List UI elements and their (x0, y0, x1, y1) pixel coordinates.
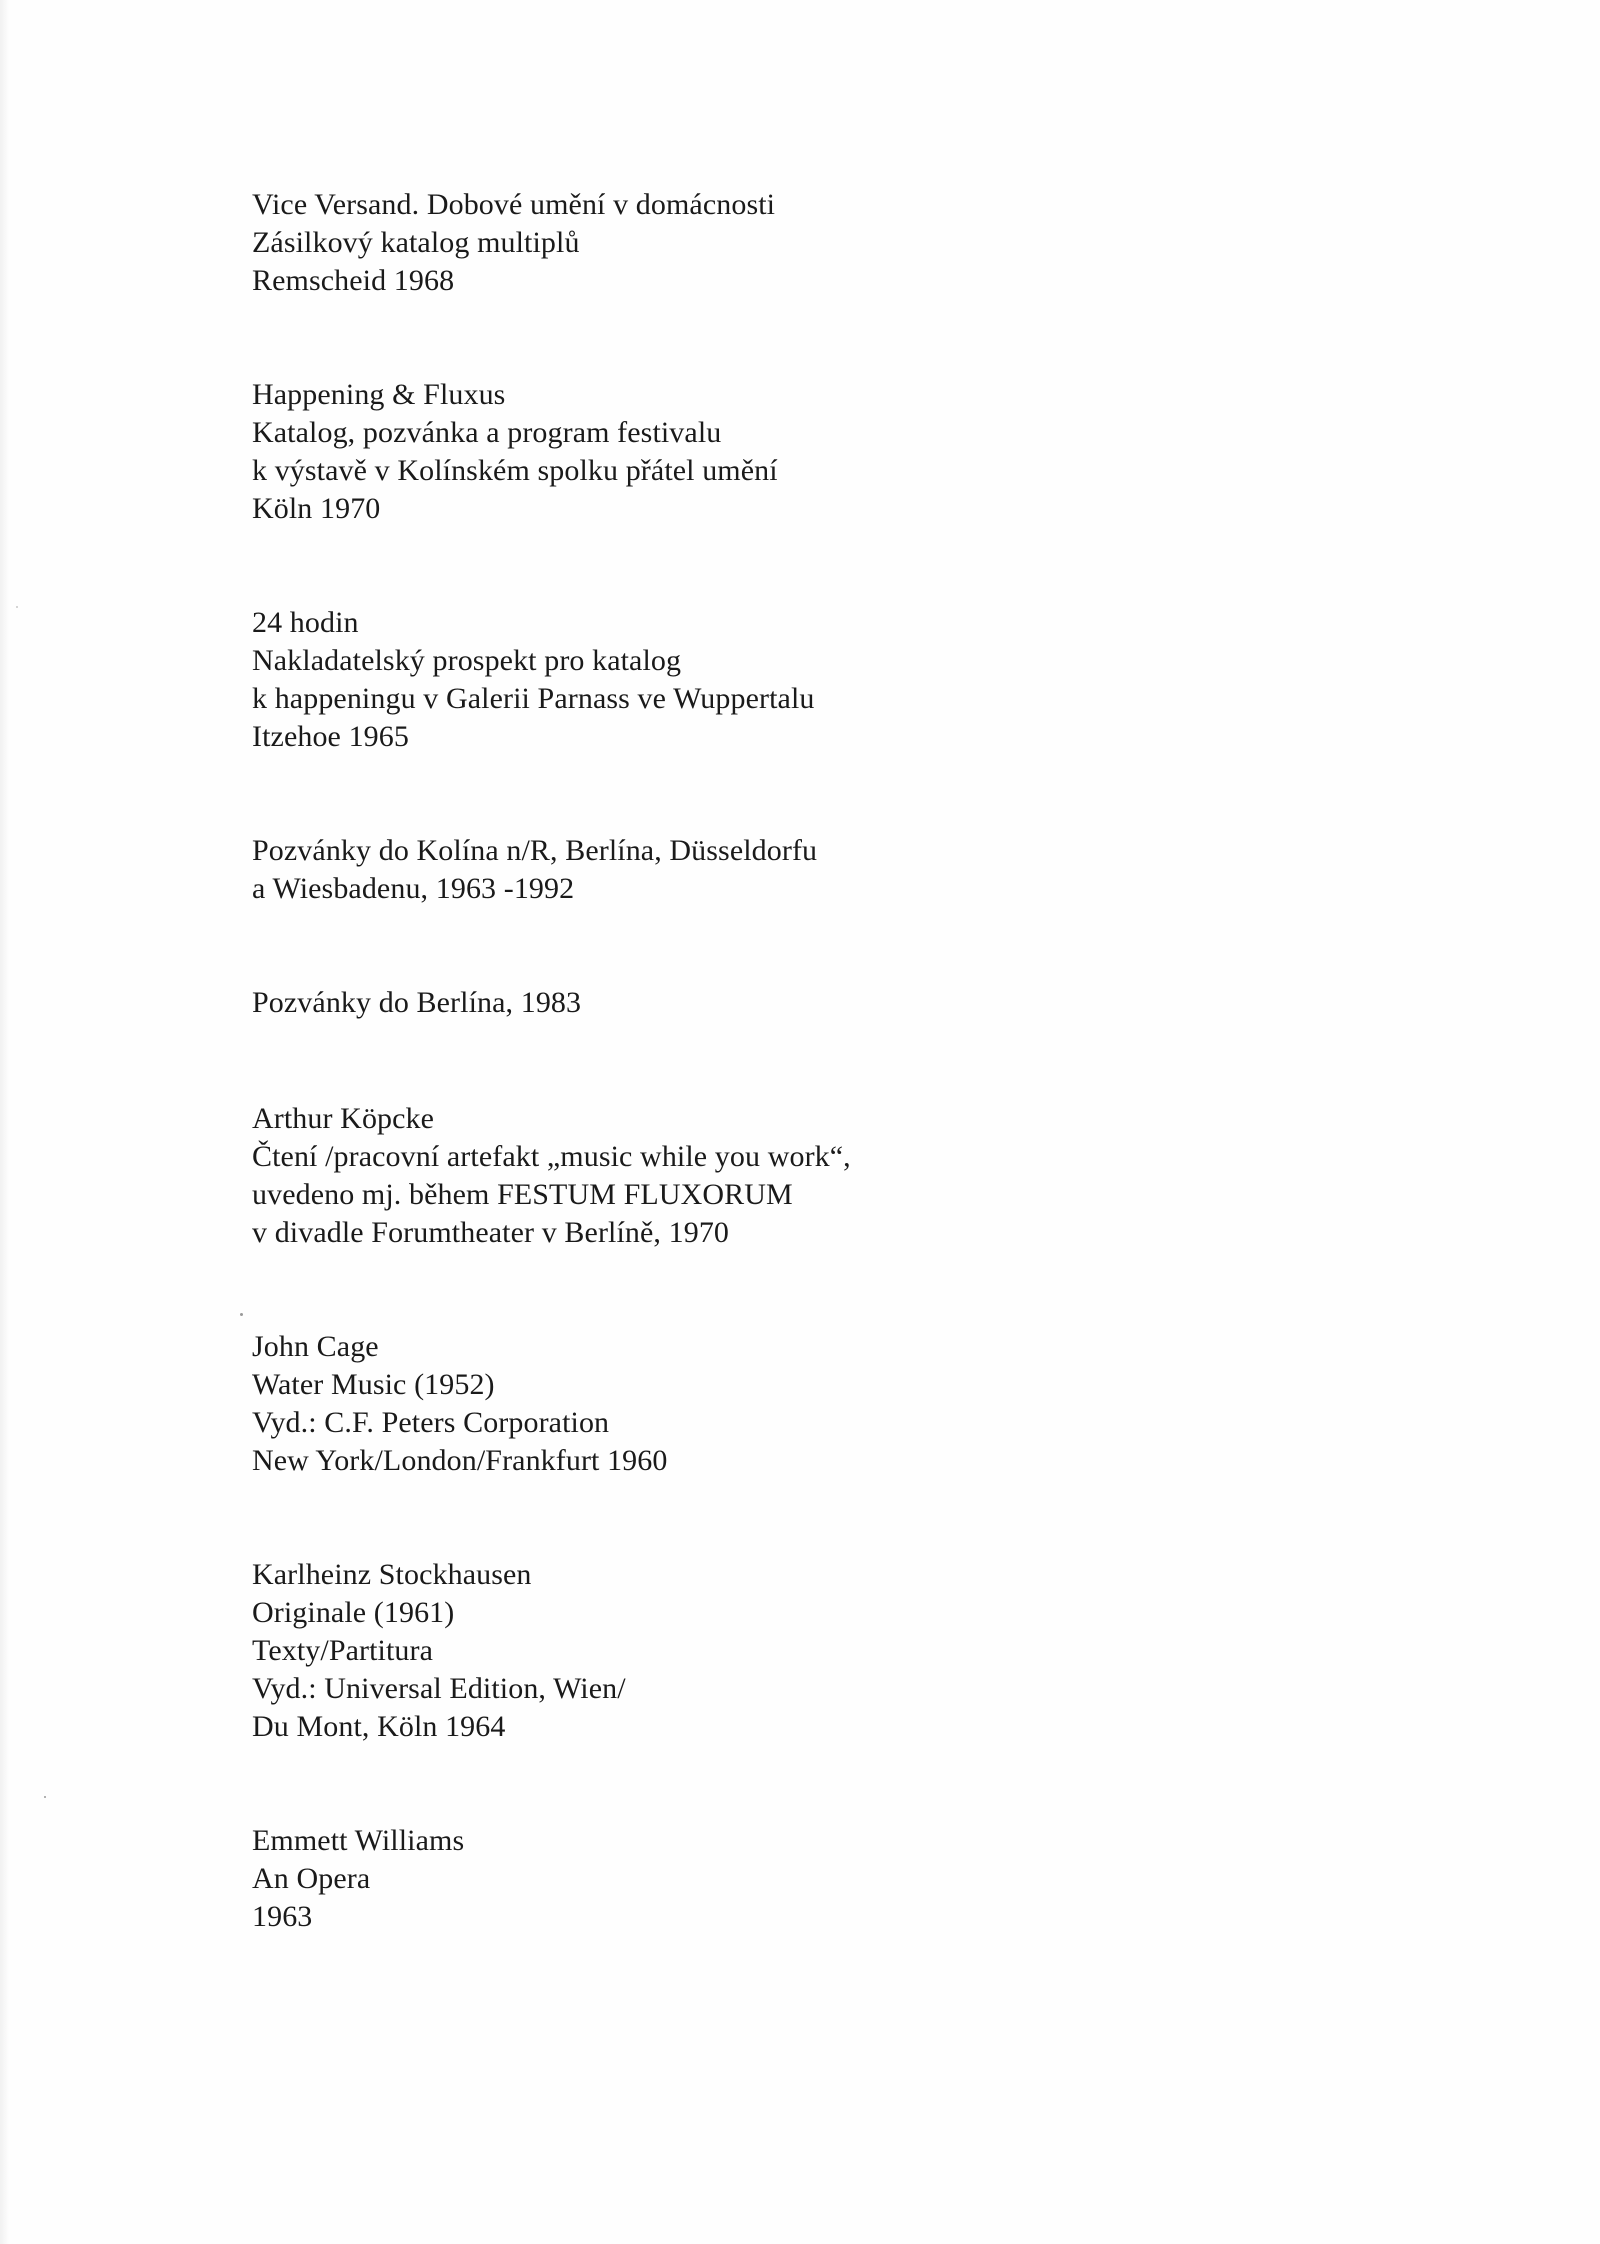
entry-happening-fluxus (252, 376, 1402, 528)
entry-pozvanky-kolin (252, 832, 1402, 908)
entry-line: Texty/Partitura (252, 1634, 434, 1667)
entry-line: Pozvánky do Kolína n/R, Berlína, Düsseldorfu (252, 834, 818, 867)
entry-line: Remscheid 1968 (252, 264, 455, 297)
entry-line: Pozvánky do Berlína, 1983 (252, 986, 582, 1019)
entry-arthur-kopcke (252, 1100, 1402, 1252)
scan-speck (16, 606, 18, 608)
entry-line: Nakladatelský prospekt pro katalog (252, 644, 682, 677)
entry-line: Du Mont, Köln 1964 (252, 1710, 506, 1743)
entry-pozvanky-berlin (252, 984, 1402, 1022)
entry-emmett-williams (252, 1822, 1402, 1936)
entry-line: Čtení /pracovní artefakt „music while you work“, (252, 1140, 851, 1173)
entry-24-hodin (252, 604, 1402, 756)
entry-line: k happeningu v Galerii Parnass ve Wuppertalu (252, 682, 815, 715)
entry-vice-versand (252, 186, 1402, 300)
entry-line: Karlheinz Stockhausen (252, 1558, 532, 1591)
entry-line: Emmett Williams (252, 1824, 465, 1857)
entry-line: Happening & Fluxus (252, 378, 506, 411)
entry-line: John Cage (252, 1330, 379, 1363)
scan-speck (240, 1313, 243, 1316)
entry-line: Arthur Köpcke (252, 1102, 435, 1135)
entry-line: 1963 (252, 1900, 313, 1933)
entry-line: Water Music (1952) (252, 1368, 495, 1401)
entry-line: An Opera (252, 1862, 371, 1895)
entry-line: uvedeno mj. během FESTUM FLUXORUM (252, 1178, 793, 1211)
entry-stockhausen (252, 1556, 1402, 1746)
entry-line: Vyd.: Universal Edition, Wien/ (252, 1672, 626, 1705)
entry-line: Originale (1961) (252, 1596, 455, 1629)
entry-line: Vyd.: C.F. Peters Corporation (252, 1406, 610, 1439)
entry-line: New York/London/Frankfurt 1960 (252, 1444, 668, 1477)
entry-line: Köln 1970 (252, 492, 381, 525)
entry-line: 24 hodin (252, 606, 359, 639)
entry-line: k výstavě v Kolínském spolku přátel umění (252, 454, 778, 487)
entry-line: a Wiesbadenu, 1963 -1992 (252, 872, 575, 905)
entry-line: v divadle Forumtheater v Berlíně, 1970 (252, 1216, 730, 1249)
entry-line: Vice Versand. Dobové umění v domácnosti (252, 188, 776, 221)
entry-line: Katalog, pozvánka a program festivalu (252, 416, 722, 449)
scan-edge-shadow (0, 0, 10, 2244)
entry-john-cage (252, 1328, 1402, 1480)
entry-line: Itzehoe 1965 (252, 720, 409, 753)
entry-line: Zásilkový katalog multiplů (252, 226, 580, 259)
scan-speck (44, 1796, 46, 1798)
